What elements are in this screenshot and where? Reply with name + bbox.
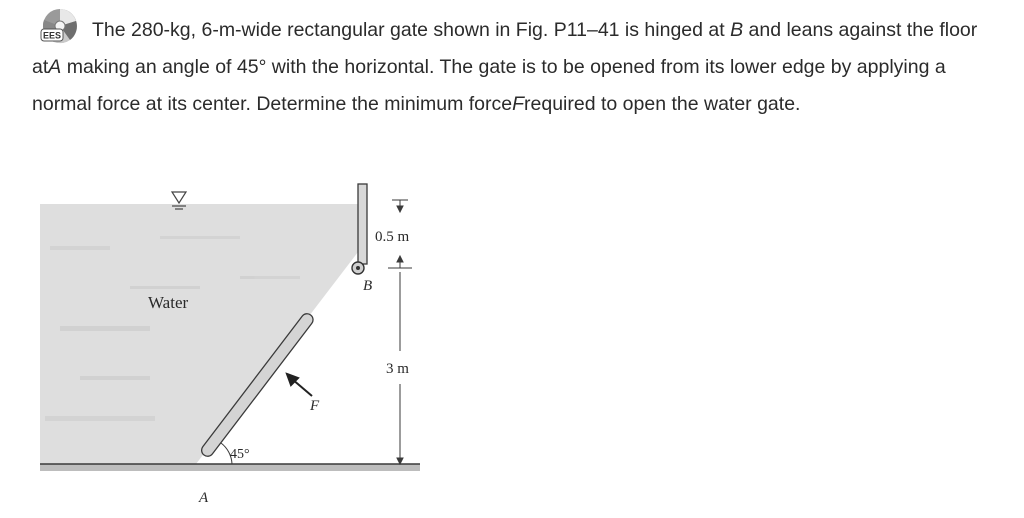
water-label: Water <box>148 293 189 312</box>
dim-side-label: 3 m <box>386 361 409 377</box>
floor <box>40 464 420 471</box>
point-b-ref: B <box>730 19 744 41</box>
problem-text <box>32 12 1007 123</box>
point-a-label: A <box>199 490 209 506</box>
free-surface-symbol <box>172 192 186 209</box>
vertical-wall <box>358 184 367 264</box>
problem-text-part-1: The 280-kg, 6-m-wide rectangular gate shown in Fig. P11–41 is hinged at <box>92 19 731 41</box>
ees-icon-label: EES <box>42 30 62 41</box>
problem-text-part-2: and leans against the floor at <box>32 19 978 78</box>
hinge-b-label: B <box>363 278 373 294</box>
angle-label: 45° <box>230 447 250 462</box>
force-f-label: F <box>310 398 320 414</box>
force-f-ref: F <box>512 93 525 115</box>
problem-text-part-3: making an angle of 45° with the horizontal. The gate is to be opened from its lower edge by applying a normal force at its center. Determine the minimum force <box>32 56 946 115</box>
water-region <box>40 204 358 464</box>
point-a-ref: A <box>48 56 62 78</box>
gate-figure <box>40 176 430 512</box>
problem-text-part-4: required to open the water gate. <box>524 93 801 115</box>
force-arrow <box>287 374 312 396</box>
dim-top-label: 0.5 m <box>375 229 410 245</box>
